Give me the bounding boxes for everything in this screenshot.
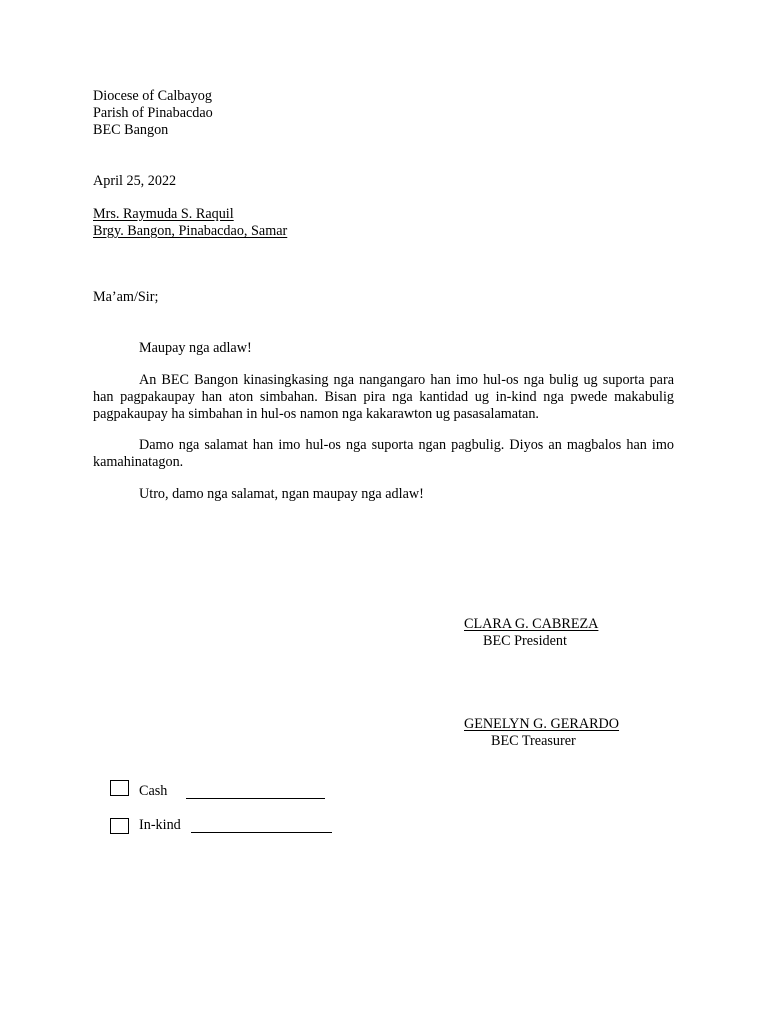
cash-amount-blank[interactable] — [186, 798, 325, 799]
greeting: Maupay nga adlaw! — [139, 340, 252, 356]
in-kind-checkbox[interactable] — [110, 818, 129, 834]
closing-line: Utro, damo nga salamat, ngan maupay nga adlaw! — [139, 486, 424, 502]
body-paragraph-1: An BEC Bangon kinasingkasing nga nangangaro han imo hul-os nga bulig ug suporta para han pagpakaupay han aton simbahan. Bisan pira nga kantidad ug in-kind nga pwede makabulig pagpakaupay ha simbahan in hul-os namon nga kakarawton ug pasasalamatan. — [93, 372, 674, 422]
signatory-treasurer-name: GENELYN G. GERARDO — [464, 716, 620, 732]
cash-checkbox[interactable] — [110, 780, 129, 796]
signatory-president-title: BEC President — [483, 633, 567, 649]
sender-bec: BEC Bangon — [93, 122, 169, 138]
in-kind-details-blank[interactable] — [191, 832, 332, 833]
sender-parish: Parish of Pinabacdao — [93, 105, 213, 121]
body-paragraph-2: Damo nga salamat han imo hul-os nga suporta ngan pagbulig. Diyos an magbalos han imo kamahinatagon. — [93, 437, 674, 470]
salutation: Ma’am/Sir; — [93, 289, 159, 305]
signatory-treasurer-title: BEC Treasurer — [491, 733, 576, 749]
signatory-president-name: CLARA G. CABREZA — [464, 616, 599, 632]
in-kind-label: In-kind — [139, 817, 181, 833]
recipient-name: Mrs. Raymuda S. Raquil — [93, 206, 234, 222]
letter-date: April 25, 2022 — [93, 173, 177, 189]
cash-label: Cash — [139, 783, 168, 799]
sender-diocese: Diocese of Calbayog — [93, 88, 212, 104]
recipient-address: Brgy. Bangon, Pinabacdao, Samar — [93, 223, 288, 239]
